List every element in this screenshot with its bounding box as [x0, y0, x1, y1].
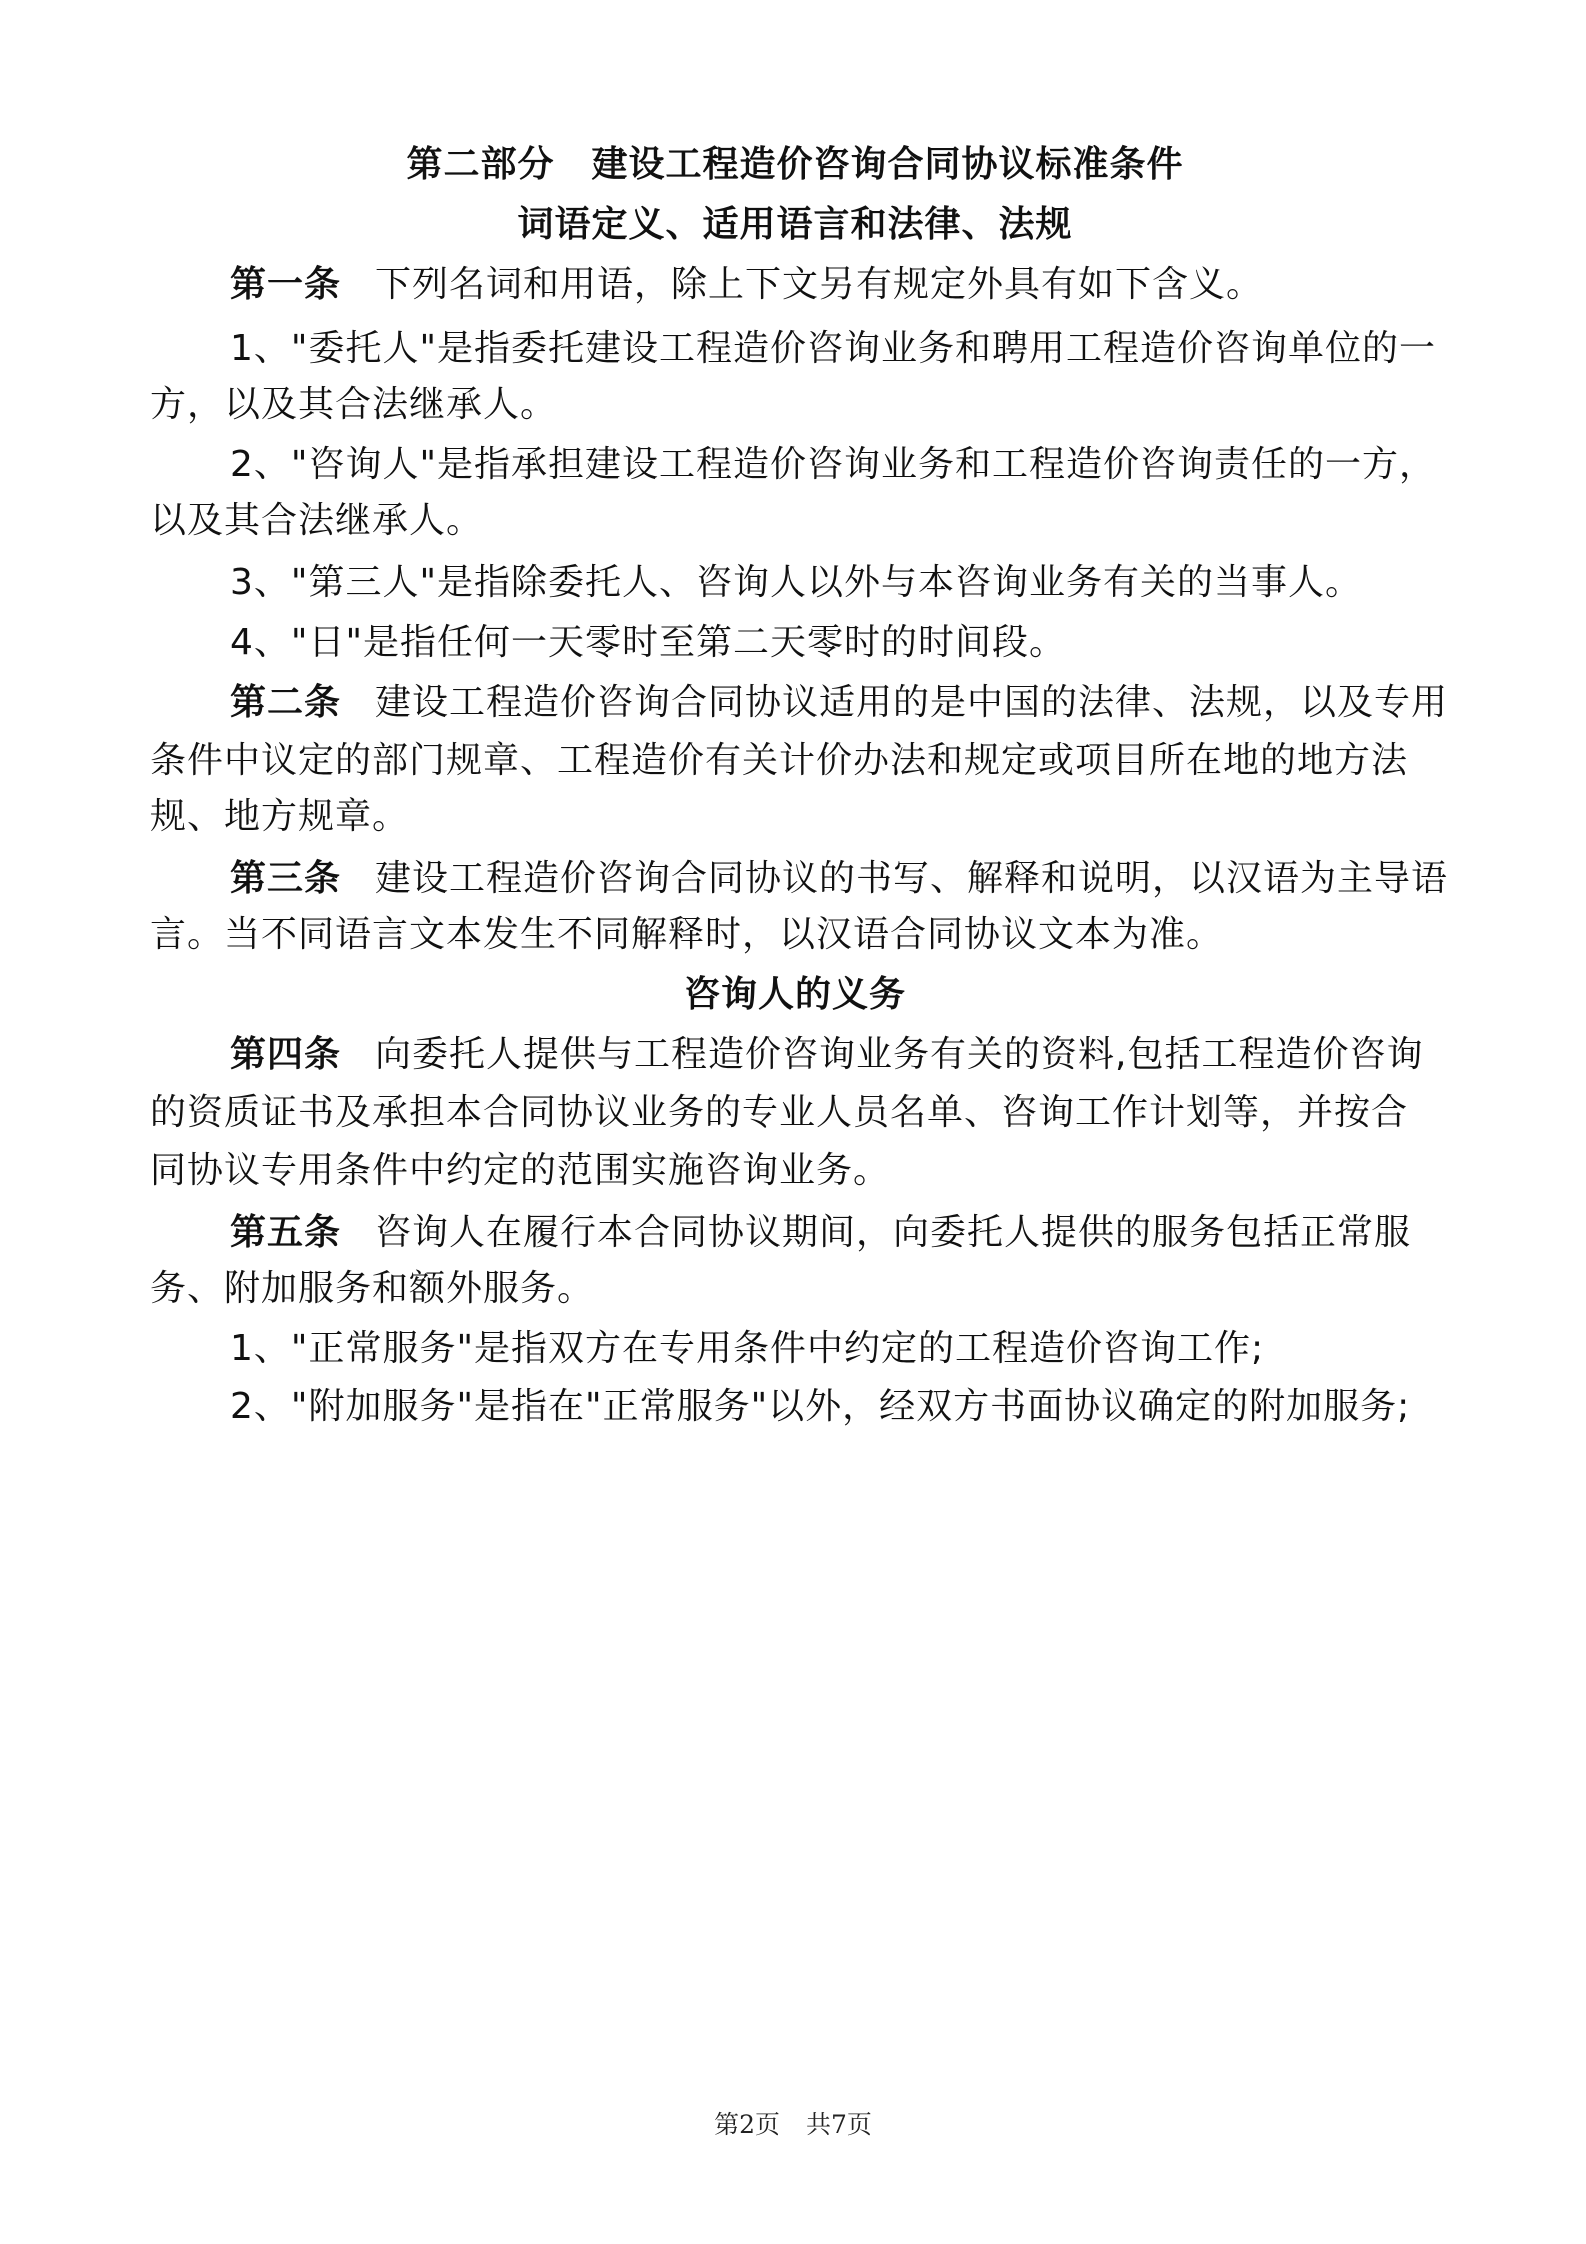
article-5-line-1	[230, 1206, 1440, 1260]
item-2-line-1: 2、"咨询人"是指承担建设工程造价咨询业务和工程造价咨询责任的一方，	[230, 444, 1437, 485]
article-2-text: 建设工程造价咨询合同协议适用的是中国的法律、法规，以及专用	[375, 682, 1449, 723]
item-1-line-2: 方，以及其合法继承人。	[150, 384, 558, 425]
article-3-text: 建设工程造价咨询合同协议的书写、解释和说明，以汉语为主导语	[375, 858, 1449, 899]
page-number-total: 共7页	[806, 2110, 872, 2139]
article-2-line-2: 条件中议定的部门规章、工程造价有关计价办法和规定或项目所在地的地方法	[150, 740, 1409, 781]
article-4-line-2: 的资质证书及承担本合同协议业务的专业人员名单、咨询工作计划等，并按合	[150, 1092, 1409, 1133]
article-3-line-1	[230, 852, 1449, 906]
article-4-line-1	[230, 1028, 1440, 1082]
page-number-current: 第2页	[714, 2110, 780, 2139]
article-4-text: 向委托人提供与工程造价咨询业务有关的资料,包括工程造价咨询	[375, 1034, 1424, 1075]
article-2-line-1	[230, 676, 1449, 730]
article-5-text: 咨询人在履行本合同协议期间，向委托人提供的服务包括正常服	[375, 1212, 1412, 1253]
part-title: 第二部分 建设工程造价咨询合同协议标准条件	[406, 144, 1184, 185]
article-3-line-2: 言。当不同语言文本发生不同解释时，以汉语合同协议文本为准。	[150, 914, 1224, 955]
article-2-label: 第二条	[230, 682, 342, 723]
item-normal-service: 1、"正常服务"是指双方在专用条件中约定的工程造价咨询工作;	[230, 1328, 1265, 1369]
article-1-text: 下列名词和用语，除上下文另有规定外具有如下含义。	[375, 264, 1264, 305]
item-2-line-2: 以及其合法继承人。	[150, 500, 484, 541]
article-5-label: 第五条	[230, 1212, 342, 1253]
article-4-line-3: 同协议专用条件中约定的范围实施咨询业务。	[150, 1150, 891, 1191]
item-4-line-1: 4、"日"是指任何一天零时至第二天零时的时间段。	[230, 622, 1067, 663]
article-2-line-3: 规、地方规章。	[150, 796, 410, 837]
item-additional-service: 2、"附加服务"是指在"正常服务"以外，经双方书面协议确定的附加服务;	[230, 1386, 1411, 1427]
section-title-consultant-obligations: 咨询人的义务	[683, 974, 906, 1015]
item-3-line-1: 3、"第三人"是指除委托人、咨询人以外与本咨询业务有关的当事人。	[230, 562, 1363, 603]
section-title-definitions: 词语定义、适用语言和法律、法规	[517, 204, 1073, 245]
article-3-label: 第三条	[230, 858, 342, 899]
article-1	[230, 258, 1440, 312]
article-4-label: 第四条	[230, 1034, 342, 1075]
page-footer	[0, 2108, 1586, 2142]
item-1-line-1: 1、"委托人"是指委托建设工程造价咨询业务和聘用工程造价咨询单位的一	[230, 328, 1437, 369]
article-5-line-2: 务、附加服务和额外服务。	[150, 1268, 595, 1309]
article-1-label: 第一条	[230, 264, 342, 305]
